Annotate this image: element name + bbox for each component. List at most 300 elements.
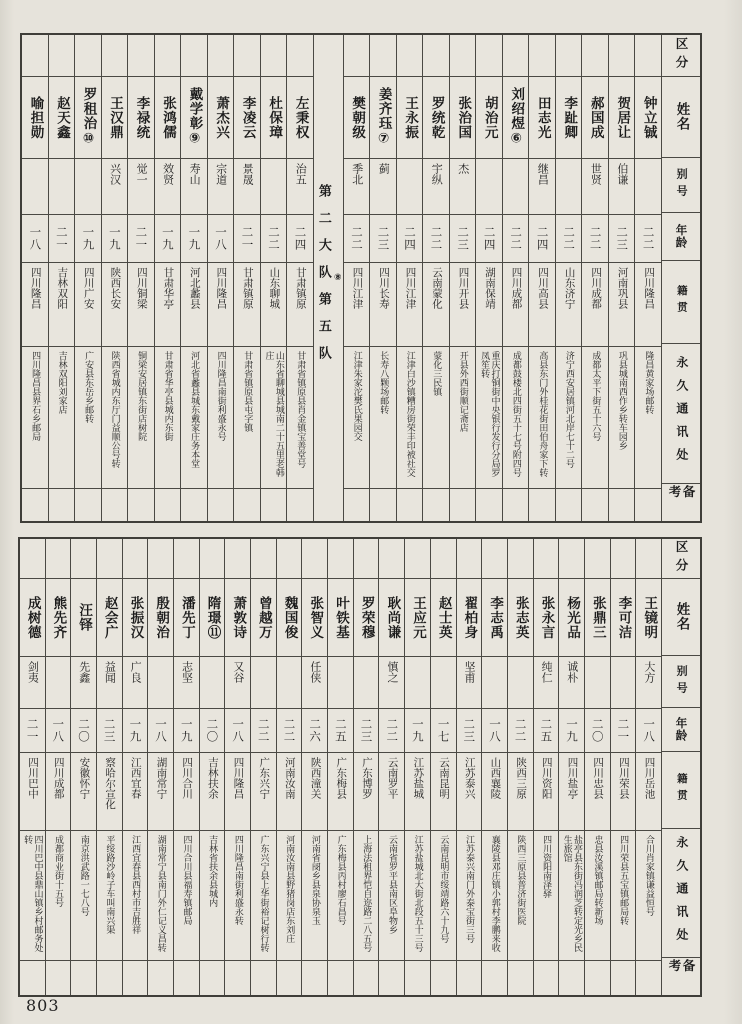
age-cell <box>123 709 148 753</box>
header-cell-age <box>662 708 700 752</box>
person-column <box>75 35 102 521</box>
age-cell <box>174 709 199 753</box>
alias-cell <box>148 657 173 709</box>
age-cell <box>155 215 181 263</box>
address-cell <box>20 831 45 961</box>
vertical-text: 二五 <box>333 718 348 743</box>
category-cell <box>431 539 456 579</box>
remarks-cell <box>556 489 582 521</box>
alias-cell <box>450 159 476 215</box>
vertical-text: 一九 <box>128 718 143 743</box>
remarks-cell <box>636 961 661 995</box>
origin-cell <box>20 753 45 831</box>
remarks-cell <box>287 489 313 521</box>
remarks-cell <box>251 961 276 995</box>
age-cell <box>261 215 287 263</box>
name-cell <box>287 77 313 159</box>
vertical-text: 南京洪武路一七八号 <box>78 835 89 916</box>
vertical-text: 翟柏身 <box>461 595 478 640</box>
vertical-text: 吉林双阳 <box>56 267 69 309</box>
age-cell <box>208 215 234 263</box>
address-cell <box>431 831 456 961</box>
category-cell <box>302 539 327 579</box>
person-column <box>251 539 277 995</box>
remarks-cell <box>635 489 661 521</box>
vertical-text: 二二 <box>429 226 444 251</box>
category-cell <box>457 539 482 579</box>
age-cell <box>49 215 75 263</box>
roster-table-top <box>20 33 702 523</box>
origin-cell <box>46 753 71 831</box>
vertical-text: 四川江津 <box>351 267 364 309</box>
remarks-cell <box>128 489 154 521</box>
category-cell <box>609 35 635 77</box>
vertical-text: 刘绍煜⑥ <box>508 87 525 148</box>
remarks-cell <box>611 961 636 995</box>
vertical-text: 觉一 <box>135 163 149 185</box>
header-cell-remarks <box>662 958 700 995</box>
person-column <box>609 35 636 521</box>
origin-cell <box>585 753 610 831</box>
age-cell <box>328 709 353 753</box>
person-column <box>128 35 155 521</box>
vertical-text: 吉林双阳刘家店 <box>56 351 67 414</box>
vertical-text: 成树德 <box>24 595 41 640</box>
vertical-text: 江苏泰兴南门外泰宝街三号 <box>464 835 475 943</box>
name-cell <box>529 77 555 159</box>
header-cell-alias <box>662 656 700 708</box>
vertical-text: 别号 <box>675 664 689 699</box>
roster-table-bottom <box>18 537 702 997</box>
vertical-text: 甘肃镇原 <box>241 267 254 309</box>
alias-cell <box>174 657 199 709</box>
vertical-text: 曾越万 <box>255 595 272 640</box>
person-column <box>476 35 503 521</box>
alias-cell <box>585 657 610 709</box>
remarks-cell <box>529 489 555 521</box>
remarks-cell <box>457 961 482 995</box>
vertical-text: 吉林省扶余县城内 <box>207 835 218 907</box>
vertical-text: 四川隆昌南街利盛永转 <box>232 835 243 925</box>
detachment-column <box>314 35 344 521</box>
person-column <box>123 539 149 995</box>
address-cell <box>482 831 507 961</box>
age-cell <box>397 215 423 263</box>
vertical-text: 二四 <box>403 226 418 251</box>
address-cell <box>155 347 181 489</box>
name-cell <box>503 77 529 159</box>
vertical-text: 纯仁 <box>540 661 554 683</box>
vertical-text: 年龄 <box>674 223 689 249</box>
vertical-text: 耿尚谦 <box>384 595 401 640</box>
vertical-text: 济宁西安居镇河北岸七十二号 <box>563 351 574 468</box>
remarks-cell <box>20 961 45 995</box>
remarks-cell <box>508 961 533 995</box>
origin-cell <box>75 263 101 347</box>
address-cell <box>370 347 396 489</box>
vertical-text: 二〇 <box>76 718 91 743</box>
vertical-text: 成都鼓楼北四街五十七号附四号 <box>510 351 521 477</box>
vertical-text: 四川资阳 <box>540 757 553 799</box>
alias-cell <box>636 657 661 709</box>
vertical-text: 云南昆明 <box>438 757 451 799</box>
vertical-text: 二一 <box>54 226 69 251</box>
vertical-text: 张永言 <box>538 595 555 640</box>
category-cell <box>225 539 250 579</box>
vertical-text: 湖南常宁县南门外仁记义昌转 <box>155 835 166 952</box>
name-cell <box>405 579 430 657</box>
vertical-text: 湖南常宁 <box>155 757 168 799</box>
alias-cell <box>128 159 154 215</box>
category-cell <box>636 539 661 579</box>
vertical-text: 襄陵县邓庄镇小郭村李鹏来收 <box>489 835 500 952</box>
category-cell <box>370 35 396 77</box>
category-cell <box>22 35 48 77</box>
vertical-text: 四川巴中 <box>27 757 40 799</box>
age-cell <box>611 709 636 753</box>
address-cell <box>354 831 379 961</box>
name-cell <box>277 579 302 657</box>
vertical-text: 四川岳池 <box>643 757 656 799</box>
origin-cell <box>287 263 313 347</box>
address-cell <box>22 347 48 489</box>
vertical-text: 区分 <box>674 36 689 74</box>
vertical-text: 罗统乾 <box>428 95 445 140</box>
remarks-cell <box>534 961 559 995</box>
origin-cell <box>508 753 533 831</box>
alias-cell <box>405 657 430 709</box>
remarks-cell <box>102 489 128 521</box>
alias-cell <box>354 657 379 709</box>
vertical-text: 河南汝南 <box>283 757 296 799</box>
origin-cell <box>302 753 327 831</box>
name-cell <box>302 579 327 657</box>
age-cell <box>457 709 482 753</box>
address-cell <box>148 831 173 961</box>
category-cell <box>97 539 122 579</box>
person-column <box>397 35 424 521</box>
address-cell <box>181 347 207 489</box>
alias-cell <box>635 159 661 215</box>
vertical-text: 广东梅县 <box>335 757 348 799</box>
vertical-text: 二四 <box>482 226 497 251</box>
name-cell <box>123 579 148 657</box>
address-cell <box>585 831 610 961</box>
vertical-text: 景晟 <box>241 163 255 185</box>
category-cell <box>46 539 71 579</box>
remarks-cell <box>328 961 353 995</box>
alias-cell <box>200 657 225 709</box>
vertical-text: 罗租治⑩ <box>80 87 97 148</box>
alias-cell <box>328 657 353 709</box>
vertical-text: 郝国成 <box>587 95 604 140</box>
vertical-text: 山东聊城 <box>268 267 281 309</box>
name-cell <box>379 579 404 657</box>
category-cell <box>503 35 529 77</box>
vertical-text: 潘先丁 <box>178 595 195 640</box>
category-cell <box>582 35 608 77</box>
age-cell <box>585 709 610 753</box>
header-cell-name <box>662 77 700 158</box>
person-column <box>261 35 288 521</box>
person-column <box>482 539 508 995</box>
vertical-text: 四川盐亭 <box>566 757 579 799</box>
age-cell <box>181 215 207 263</box>
vertical-text: 先鑫 <box>77 661 91 683</box>
vertical-text: 河北蠡县 <box>188 267 201 309</box>
origin-cell <box>370 263 396 347</box>
person-column <box>636 539 662 995</box>
vertical-text: 二〇 <box>205 718 220 743</box>
vertical-text: 赵天鑫 <box>53 95 70 140</box>
vertical-text: 伯谦 <box>615 163 629 185</box>
category-cell <box>75 35 101 77</box>
category-cell <box>277 539 302 579</box>
vertical-text: 李可洁 <box>615 595 632 640</box>
age-cell <box>287 215 313 263</box>
person-column <box>611 539 637 995</box>
origin-cell <box>181 263 207 347</box>
address-cell <box>128 347 154 489</box>
vertical-text: 治五 <box>294 163 308 185</box>
vertical-text: 二三 <box>359 718 374 743</box>
category-cell <box>450 35 476 77</box>
vertical-text: 效贤 <box>161 163 175 185</box>
vertical-text: 寿山 <box>188 163 202 185</box>
origin-cell <box>431 753 456 831</box>
person-column <box>431 539 457 995</box>
age-cell <box>431 709 456 753</box>
age-cell <box>302 709 327 753</box>
origin-cell <box>97 753 122 831</box>
vertical-text: 慎之 <box>385 661 399 683</box>
name-cell <box>148 579 173 657</box>
footnote-mark: ⑧ <box>332 273 343 283</box>
remarks-cell <box>97 961 122 995</box>
remarks-cell <box>22 489 48 521</box>
vertical-text: 甘肃镇原 <box>294 267 307 309</box>
address-cell <box>450 347 476 489</box>
age-cell <box>636 709 661 753</box>
vertical-text: 二一 <box>134 226 149 251</box>
name-cell <box>611 579 636 657</box>
vertical-text: 二二 <box>641 226 656 251</box>
vertical-text: 一八 <box>231 718 246 743</box>
vertical-text: 赵士英 <box>435 595 452 640</box>
age-cell <box>529 215 555 263</box>
category-cell <box>102 35 128 77</box>
detachment-label <box>314 35 343 521</box>
vertical-text: 山东省聊城县城南二十五里老韩庄 <box>263 351 284 477</box>
alias-cell <box>102 159 128 215</box>
alias-cell <box>503 159 529 215</box>
vertical-text: 张振汉 <box>127 595 144 640</box>
vertical-text: 张智义 <box>307 595 324 640</box>
age-cell <box>277 709 302 753</box>
vertical-text: 一九 <box>410 718 425 743</box>
address-cell <box>102 347 128 489</box>
vertical-text: 姓名 <box>673 602 690 632</box>
origin-cell <box>636 753 661 831</box>
vertical-text: 二〇 <box>590 718 605 743</box>
vertical-text: 宗道 <box>214 163 228 185</box>
vertical-text: 盐亭县东街冯润芝转定光乡民生旅馆 <box>561 835 582 952</box>
vertical-text: 二三 <box>376 226 391 251</box>
remarks-cell <box>582 489 608 521</box>
vertical-text: 高县东门外桂花街田伯舟家下转 <box>537 351 548 477</box>
vertical-text: 四川铜梁 <box>135 267 148 309</box>
category-cell <box>128 35 154 77</box>
vertical-text: 江西宜春县西村市吉胜祥 <box>130 835 141 934</box>
vertical-text: 世贤 <box>589 163 603 185</box>
vertical-text: 河南汝南县野猪岗店东刘庄 <box>284 835 295 943</box>
address-cell <box>277 831 302 961</box>
vertical-text: 湖南保靖 <box>484 267 497 309</box>
alias-cell <box>75 159 101 215</box>
vertical-text: 罗荣穆 <box>358 595 375 640</box>
vertical-text: 江苏泰兴 <box>463 757 476 799</box>
origin-cell <box>128 263 154 347</box>
vertical-text: 陕西长安 <box>109 267 122 309</box>
remarks-cell <box>423 489 449 521</box>
vertical-text: 王汉鼎 <box>107 95 123 140</box>
alias-cell <box>251 657 276 709</box>
vertical-text: 姜齐珏⑦ <box>375 87 392 148</box>
category-cell <box>287 35 313 77</box>
vertical-text: 江津朱家沱樊氏果园交 <box>351 351 362 441</box>
vertical-text: 陕西三原县普济街医院 <box>515 835 526 925</box>
vertical-text: 二一 <box>240 226 255 251</box>
vertical-text: 宇纵 <box>430 163 444 185</box>
remarks-cell <box>482 961 507 995</box>
vertical-text: 四川合川 <box>181 757 194 799</box>
alias-cell <box>556 159 582 215</box>
person-column <box>379 539 405 995</box>
category-cell <box>71 539 96 579</box>
vertical-text: 继昌 <box>536 163 550 185</box>
header-cell-origin <box>662 752 700 829</box>
vertical-text: 一九 <box>187 226 202 251</box>
origin-cell <box>251 753 276 831</box>
person-column <box>22 35 49 521</box>
remarks-cell <box>277 961 302 995</box>
alias-cell <box>22 159 48 215</box>
remarks-cell <box>609 489 635 521</box>
remarks-cell <box>46 961 71 995</box>
name-cell <box>174 579 199 657</box>
name-cell <box>102 77 128 159</box>
age-cell <box>508 709 533 753</box>
vertical-text: 蓟 <box>377 163 391 174</box>
vertical-text: 四川隆昌南街利盛永号 <box>215 351 226 441</box>
category-cell <box>174 539 199 579</box>
name-cell <box>585 579 610 657</box>
vertical-text: 萧敦诗 <box>230 595 247 640</box>
remarks-cell <box>174 961 199 995</box>
vertical-text: 四川成都 <box>590 267 603 309</box>
address-cell <box>71 831 96 961</box>
person-column <box>344 35 371 521</box>
vertical-text: 广东兴宁县上华街裕记树行转 <box>258 835 269 952</box>
alias-cell <box>208 159 234 215</box>
vertical-text: 一九 <box>81 226 96 251</box>
remarks-cell <box>200 961 225 995</box>
vertical-text: 季北 <box>350 163 364 185</box>
category-cell <box>397 35 423 77</box>
remarks-cell <box>405 961 430 995</box>
origin-cell <box>71 753 96 831</box>
vertical-text: 陕西潼关 <box>309 757 322 799</box>
vertical-text: 山西襄陵 <box>489 757 502 799</box>
address-cell <box>397 347 423 489</box>
vertical-text: 二二 <box>509 226 524 251</box>
vertical-text: 广东梅县丙村廖石昌号 <box>335 835 346 925</box>
age-cell <box>71 709 96 753</box>
category-cell <box>181 35 207 77</box>
category-cell <box>585 539 610 579</box>
remarks-cell <box>261 489 287 521</box>
alias-cell <box>379 657 404 709</box>
remarks-cell <box>431 961 456 995</box>
remarks-cell <box>181 489 207 521</box>
age-cell <box>148 709 173 753</box>
vertical-text: 陕西省城内东厅门益顺公号转 <box>109 351 120 468</box>
alias-cell <box>397 159 423 215</box>
vertical-text: 甘肃省镇原县屯字镇 <box>242 351 253 432</box>
vertical-text: 殷朝治 <box>153 595 170 640</box>
vertical-text: 二二 <box>350 226 364 251</box>
category-cell <box>200 539 225 579</box>
alias-cell <box>302 657 327 709</box>
category-cell <box>476 35 502 77</box>
alias-cell <box>559 657 584 709</box>
alias-cell <box>423 159 449 215</box>
person-column <box>208 35 235 521</box>
category-cell <box>155 35 181 77</box>
header-cell-remarks <box>662 484 700 521</box>
vertical-text: 又谷 <box>231 661 245 683</box>
category-cell <box>482 539 507 579</box>
age-cell <box>559 709 584 753</box>
category-cell <box>559 539 584 579</box>
address-cell <box>208 347 234 489</box>
vertical-text: 二二 <box>513 718 528 743</box>
vertical-text: 钟立铖 <box>640 95 657 140</box>
vertical-text: 四川忠县 <box>592 757 605 799</box>
origin-cell <box>482 753 507 831</box>
name-cell <box>20 579 45 657</box>
name-cell <box>431 579 456 657</box>
vertical-text: 张治国 <box>455 95 472 140</box>
alias-cell <box>123 657 148 709</box>
vertical-text: 剑夷 <box>26 661 40 683</box>
vertical-text: 王永振 <box>402 95 419 140</box>
address-cell <box>559 831 584 961</box>
remarks-cell <box>225 961 250 995</box>
vertical-text: 一八 <box>213 226 228 251</box>
vertical-text: 一九 <box>565 718 580 743</box>
age-cell <box>370 215 396 263</box>
age-cell <box>234 215 260 263</box>
address-cell <box>46 831 71 961</box>
header-column <box>662 539 700 995</box>
age-cell <box>344 215 370 263</box>
alias-cell <box>46 657 71 709</box>
vertical-text: 张志英 <box>512 595 529 640</box>
origin-cell <box>635 263 661 347</box>
name-cell <box>457 579 482 657</box>
origin-cell <box>155 263 181 347</box>
